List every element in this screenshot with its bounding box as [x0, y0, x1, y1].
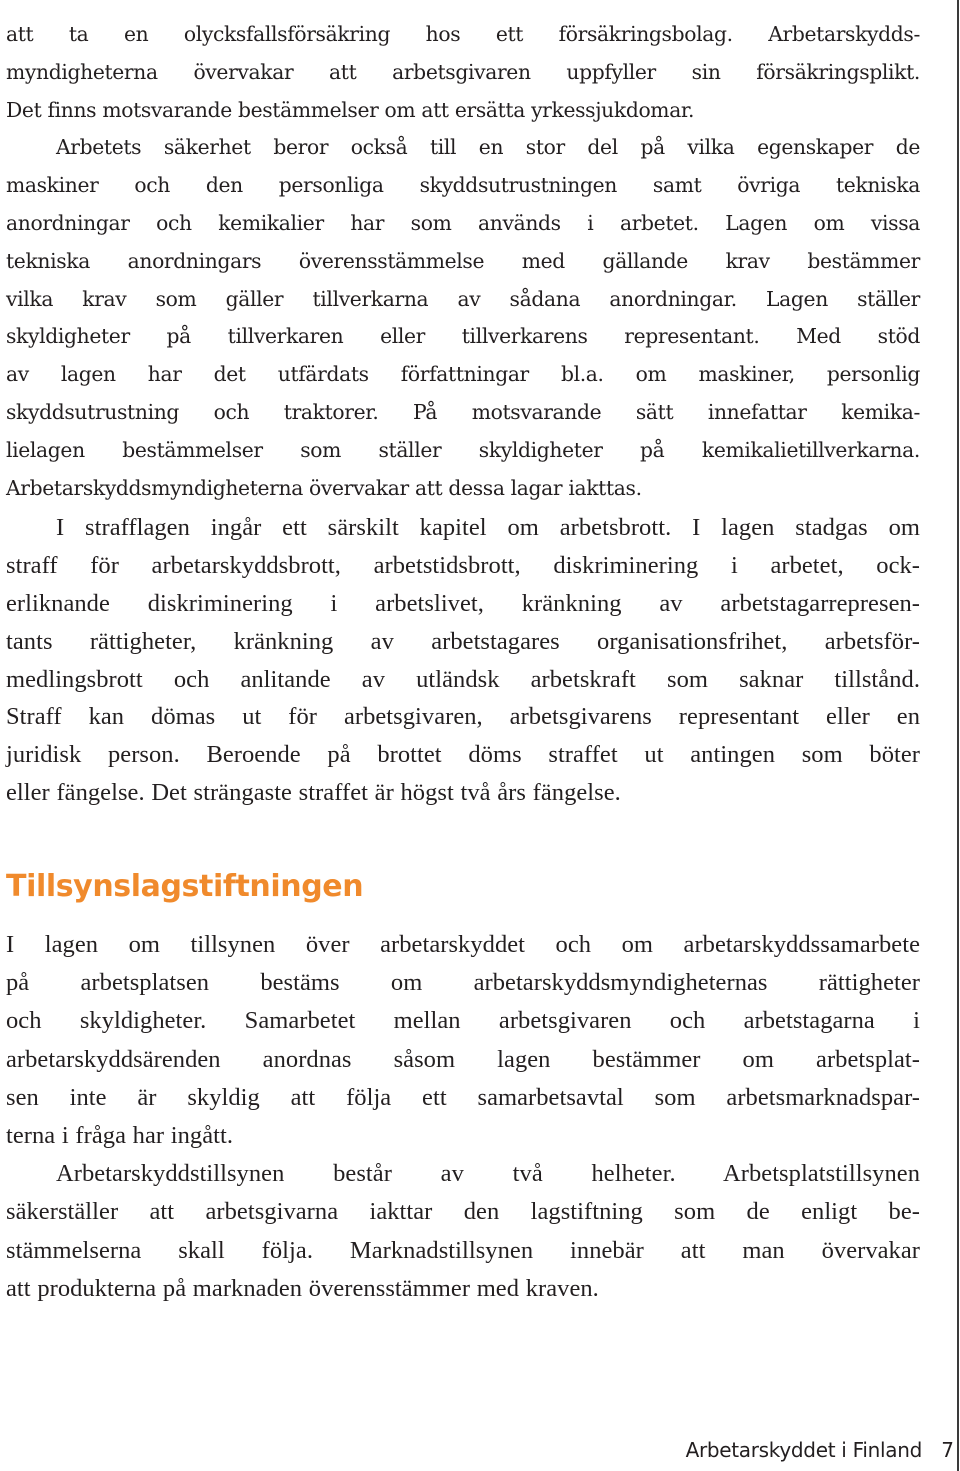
text-line: på arbetsplatsen bestäms om arbetarskyddsmyndigheternas rättigheter	[6, 969, 920, 997]
paragraph-2	[6, 509, 920, 812]
text-line: säkerställer att arbetsgivarna iakttar den lagstiftning som de enligt be-	[6, 1198, 920, 1226]
section-heading: Tillsynslagstiftningen	[6, 869, 364, 904]
text-line: skyldigheter på tillverkaren eller tillverkarens representant. Med stöd	[6, 324, 920, 349]
text-line: tants rättigheter, kränkning av arbetstagares organisationsfrihet, arbetsför-	[6, 627, 920, 655]
paragraph-1	[6, 16, 920, 507]
text-line: myndigheterna övervakar att arbetsgivaren uppfyller sin försäkringsplikt.	[6, 59, 920, 84]
paragraph-3	[6, 926, 920, 1155]
text-line: Arbetarskyddsmyndigheterna övervakar att dessa lagar iakttas.	[6, 475, 642, 500]
text-line: Arbetets säkerhet beror också till en stor del på vilka egenskaper de	[56, 135, 920, 160]
text-line: lielagen bestämmelser som ställer skyldigheter på kemikalietillverkarna.	[6, 437, 920, 462]
text-line: Straff kan dömas ut för arbetsgivaren, arbetsgivarens representant eller en	[6, 703, 920, 731]
text-line: erliknande diskriminering i arbetslivet, kränkning av arbetstagarrepresen-	[6, 589, 920, 617]
text-line: I strafflagen ingår ett särskilt kapitel om arbetsbrott. I lagen stadgas om	[56, 514, 920, 541]
text-line: sen inte är skyldig att följa ett samarbetsavtal som arbetsmarknadspar-	[6, 1083, 920, 1111]
section-body	[6, 926, 920, 1308]
text-line: juridisk person. Beroende på brottet döms straffet ut antingen som böter	[6, 741, 920, 769]
text-line: vilka krav som gäller tillverkarna av sådana anordningar. Lagen ställer	[6, 286, 920, 311]
paragraph-4	[6, 1155, 920, 1308]
text-line: att ta en olycksfallsförsäkring hos ett försäkringsbolag. Arbetarskydds-	[6, 22, 920, 46]
text-line: Det finns motsvarande bestämmelser om att ersätta yrkessjukdomar.	[6, 97, 695, 122]
text-line: maskiner och den personliga skyddsutrustningen samt övriga tekniska	[6, 173, 920, 198]
text-line: stämmelserna skall följa. Marknadstillsynen innebär att man övervakar	[6, 1236, 920, 1264]
text-line: eller fängelse. Det strängaste straffet är högst två års fängelse.	[6, 779, 621, 807]
text-line: tekniska anordningars överensstämmelse med gällande krav bestämmer	[6, 248, 920, 273]
footer-title: Arbetarskyddet i Finland	[685, 1438, 922, 1462]
text-line: medlingsbrott och anlitande av utländsk arbetskraft som saknar tillstånd.	[6, 665, 920, 693]
text-line: arbetarskyddsärenden anordnas såsom lagen bestämmer om arbetsplat-	[6, 1045, 920, 1073]
text-line: Arbetarskyddstillsynen består av två helheter. Arbetsplatstillsynen	[56, 1160, 920, 1188]
text-line: av lagen har det utfärdats författningar bl.a. om maskiner, personlig	[6, 362, 920, 387]
text-line: terna i fråga har ingått.	[6, 1121, 234, 1149]
text-line: skyddsutrustning och traktorer. På motsvarande sätt innefattar kemika-	[6, 399, 920, 424]
text-line: och skyldigheter. Samarbetet mellan arbetsgivaren och arbetstagarna i	[6, 1007, 920, 1035]
text-line: straff för arbetarskyddsbrott, arbetstidsbrott, diskriminering i arbetet, ock-	[6, 551, 920, 579]
page-number: 7	[941, 1438, 954, 1462]
text-line: I lagen om tillsynen över arbetarskyddet och om arbetarskyddssamarbete	[6, 931, 920, 958]
text-line: anordningar och kemikalier har som används i arbetet. Lagen om vissa	[6, 210, 920, 235]
page-edge-rule	[957, 0, 959, 1471]
text-line: att produkterna på marknaden överensstämmer med kraven.	[6, 1274, 599, 1302]
